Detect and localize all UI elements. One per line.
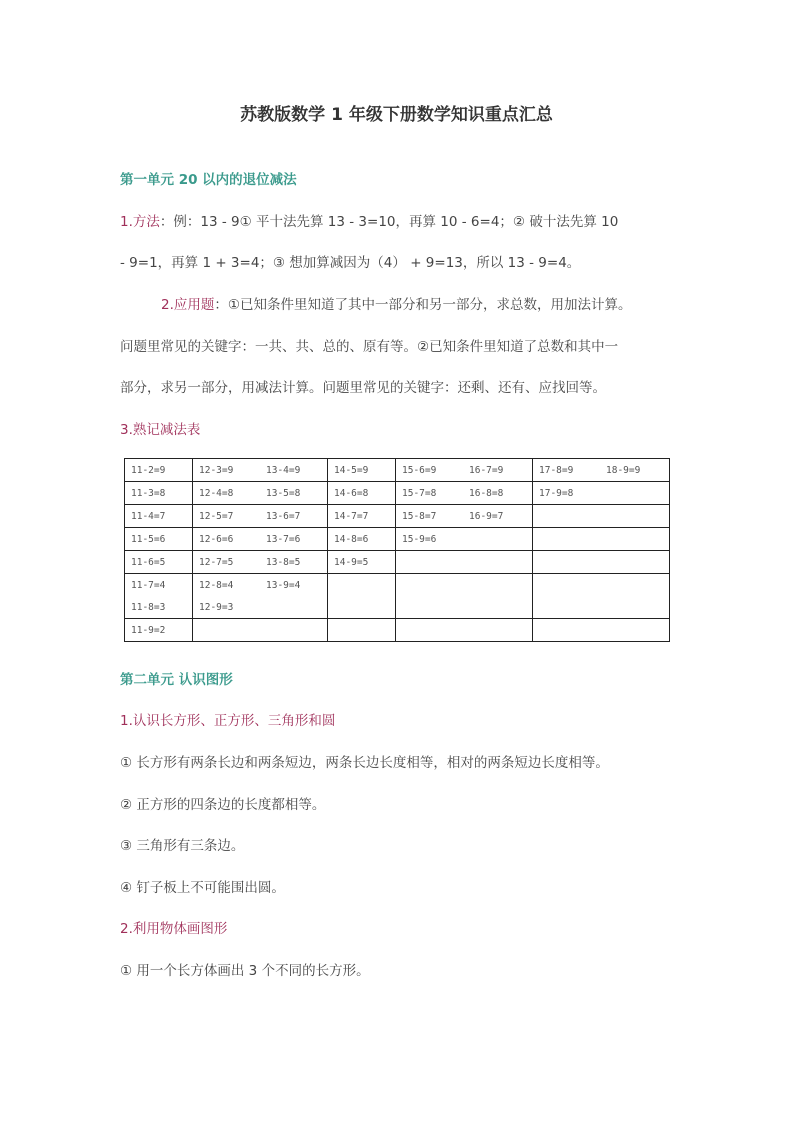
table-cell (328, 574, 396, 619)
table-cell (328, 482, 396, 505)
table-cell (396, 619, 533, 642)
method-paragraph-line2: - 9=1，再算 1 + 3=4；③ 想加算减因为（4） + 9=13，所以 13 - 9=4。 (120, 255, 581, 271)
table-cell (533, 574, 670, 619)
subtraction-fact: 13-7=6 (266, 533, 301, 545)
method-paragraph-line1 (120, 210, 618, 230)
table-cell (328, 619, 396, 642)
subtraction-fact: 11-9=2 (131, 624, 166, 636)
table-cell (193, 551, 328, 574)
table-cell (396, 574, 533, 619)
table-cell (328, 505, 396, 528)
subtraction-fact: 13-6=7 (266, 510, 301, 522)
subtraction-fact: 12-4=8 (199, 487, 234, 499)
shape-fact-3: ③ 三角形有三条边。 (120, 838, 245, 854)
subtraction-fact: 11-4=7 (131, 510, 166, 522)
table-row (125, 551, 670, 574)
unit2-heading: 第二单元 认识图形 (120, 672, 233, 688)
application-label: 2.应用题 (161, 297, 215, 313)
table-cell (125, 574, 193, 619)
table-cell (533, 505, 670, 528)
subtraction-fact: 18-9=9 (606, 464, 641, 476)
subtraction-fact: 14-7=7 (334, 510, 369, 522)
table-cell (396, 551, 533, 574)
table-row (125, 459, 670, 482)
table-cell (125, 482, 193, 505)
unit2-sub1-heading: 1.认识长方形、正方形、三角形和圆 (120, 713, 336, 729)
table-cell (193, 619, 328, 642)
subtraction-fact: 15-7=8 (402, 487, 437, 499)
subtraction-fact: 12-5=7 (199, 510, 234, 522)
table-cell (193, 482, 328, 505)
subtraction-fact: 15-6=9 (402, 464, 437, 476)
application-paragraph-line3: 部分，求另一部分，用减法计算。问题里常见的关键字：还剩、还有、应找回等。 (120, 380, 606, 396)
unit2-sub2-heading: 2.利用物体画图形 (120, 921, 228, 937)
subtraction-fact: 15-8=7 (402, 510, 437, 522)
subtraction-fact: 11-7=4 (131, 579, 166, 591)
table-cell (193, 528, 328, 551)
application-paragraph-line1 (161, 293, 632, 313)
subtraction-fact: 13-5=8 (266, 487, 301, 499)
shape-fact-1: ① 长方形有两条长边和两条短边，两条长边长度相等，相对的两条短边长度相等。 (120, 755, 609, 771)
subtraction-fact: 13-8=5 (266, 556, 301, 568)
subtraction-fact: 13-9=4 (266, 579, 301, 591)
draw-shape-item-1: ① 用一个长方体画出 3 个不同的长方形。 (120, 963, 370, 979)
table-cell (193, 505, 328, 528)
table-cell (125, 505, 193, 528)
subtraction-fact: 14-5=9 (334, 464, 369, 476)
subtraction-table (124, 458, 670, 642)
shape-fact-4: ④ 钉子板上不可能围出圆。 (120, 880, 285, 896)
subtraction-fact: 11-8=3 (131, 601, 166, 613)
subtraction-fact: 16-8=8 (469, 487, 504, 499)
subtraction-fact: 12-9=3 (199, 601, 234, 613)
table-cell (533, 482, 670, 505)
page-title: 苏教版数学 1 年级下册数学知识重点汇总 (240, 105, 553, 125)
table-cell (533, 459, 670, 482)
method-text: ：例：13 - 9① 平十法先算 13 - 3=10，再算 10 - 6=4；② 破十法先算 10 (159, 214, 619, 230)
table-cell (193, 574, 328, 619)
subtraction-fact: 16-7=9 (469, 464, 504, 476)
subtraction-fact: 14-6=8 (334, 487, 369, 499)
table-cell (193, 459, 328, 482)
subtraction-fact: 11-2=9 (131, 464, 166, 476)
subtraction-fact: 17-9=8 (539, 487, 574, 499)
table-cell (328, 551, 396, 574)
table-cell (396, 505, 533, 528)
subtraction-fact: 12-6=6 (199, 533, 234, 545)
subtraction-fact: 12-3=9 (199, 464, 234, 476)
table-cell (125, 459, 193, 482)
table-cell (533, 619, 670, 642)
table-cell (533, 551, 670, 574)
subtraction-fact: 14-8=6 (334, 533, 369, 545)
table-cell (125, 619, 193, 642)
table-row (125, 619, 670, 642)
shape-fact-2: ② 正方形的四条边的长度都相等。 (120, 797, 326, 813)
subtraction-fact: 15-9=6 (402, 533, 437, 545)
table-row (125, 574, 670, 619)
subtraction-fact: 11-6=5 (131, 556, 166, 568)
table-cell (328, 459, 396, 482)
subtraction-fact: 11-3=8 (131, 487, 166, 499)
subtraction-fact: 14-9=5 (334, 556, 369, 568)
table-cell (328, 528, 396, 551)
subtraction-fact: 11-5=6 (131, 533, 166, 545)
subtraction-fact: 16-9=7 (469, 510, 504, 522)
method-label: 1.方法 (120, 214, 160, 230)
table-cell (125, 551, 193, 574)
subtraction-fact: 13-4=9 (266, 464, 301, 476)
table-cell (396, 528, 533, 551)
table-cell (533, 528, 670, 551)
table-cell (125, 528, 193, 551)
table-cell (396, 459, 533, 482)
table-row (125, 528, 670, 551)
unit1-heading: 第一单元 20 以内的退位减法 (120, 172, 297, 188)
table-row (125, 482, 670, 505)
subtraction-table-label: 3.熟记减法表 (120, 422, 201, 438)
subtraction-fact: 12-7=5 (199, 556, 234, 568)
application-paragraph-line2: 问题里常见的关键字：一共、共、总的、原有等。②已知条件里知道了总数和其中一 (120, 339, 619, 355)
table-cell (396, 482, 533, 505)
application-text: ：①已知条件里知道了其中一部分和另一部分，求总数，用加法计算。 (214, 297, 632, 313)
table-row (125, 505, 670, 528)
subtraction-fact: 17-8=9 (539, 464, 574, 476)
subtraction-fact: 12-8=4 (199, 579, 234, 591)
